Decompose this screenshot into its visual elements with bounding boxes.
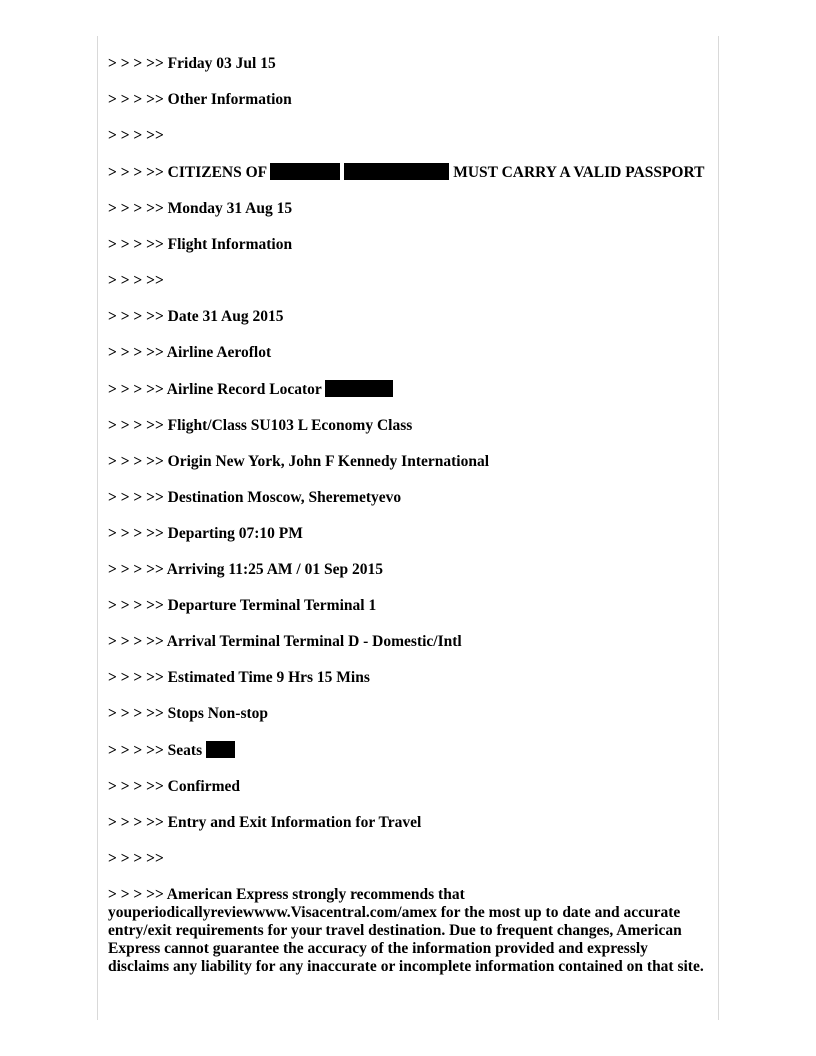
itinerary-document xyxy=(108,55,708,976)
flight-class: > > > >> Flight/Class SU103 L Economy Class xyxy=(108,417,413,434)
disclaimer-paragraph: > > > >> American Express strongly recommends that youperiodicallyreviewwww.Visacentral.com/amex for the most up to date and accurate entry/exit requirements for your travel destination. Due to frequent changes, American Express cannot guarantee the accuracy of the information provided and expressly disclaims any liability for any inaccurate or incomplete information contained on that site. xyxy=(108,886,704,975)
departing-time: > > > >> Departing 07:10 PM xyxy=(108,525,303,542)
redaction-block xyxy=(344,163,449,180)
seats xyxy=(108,741,708,760)
section-heading: > > > >> Entry and Exit Information for Travel xyxy=(108,814,422,831)
record-locator xyxy=(108,380,708,399)
estimated-time: > > > >> Estimated Time 9 Hrs 15 Mins xyxy=(108,669,370,686)
section-heading: > > > >> Flight Information xyxy=(108,236,293,253)
passport-notice xyxy=(108,163,708,182)
departure-terminal: > > > >> Departure Terminal Terminal 1 xyxy=(108,597,377,614)
passport-notice-prefix: > > > >> CITIZENS OF xyxy=(108,164,267,181)
record-locator-label: > > > >> Airline Record Locator xyxy=(108,381,322,398)
passport-notice-suffix: MUST CARRY A VALID PASSPORT xyxy=(453,164,705,181)
destination: > > > >> Destination Moscow, Sheremetyevo xyxy=(108,489,402,506)
section-heading: > > > >> Other Information xyxy=(108,91,292,108)
redaction-block xyxy=(325,380,393,397)
arrival-terminal: > > > >> Arrival Terminal Terminal D - Domestic/Intl xyxy=(108,633,462,650)
arriving-time: > > > >> Arriving 11:25 AM / 01 Sep 2015 xyxy=(108,561,383,578)
airline: > > > >> Airline Aeroflot xyxy=(108,344,272,361)
seats-label: > > > >> Seats xyxy=(108,742,203,759)
stops: > > > >> Stops Non-stop xyxy=(108,705,269,722)
itinerary-line: > > > >> xyxy=(108,272,164,289)
redaction-block xyxy=(270,163,340,180)
itinerary-line: > > > >> xyxy=(108,850,164,867)
flight-date: > > > >> Date 31 Aug 2015 xyxy=(108,308,284,325)
status-confirmed: > > > >> Confirmed xyxy=(108,778,240,795)
itinerary-line: > > > >> xyxy=(108,127,164,144)
itinerary-line: > > > >> Monday 31 Aug 15 xyxy=(108,200,293,217)
itinerary-line: > > > >> Friday 03 Jul 15 xyxy=(108,55,276,72)
redaction-block xyxy=(206,741,235,758)
origin: > > > >> Origin New York, John F Kennedy International xyxy=(108,453,490,470)
